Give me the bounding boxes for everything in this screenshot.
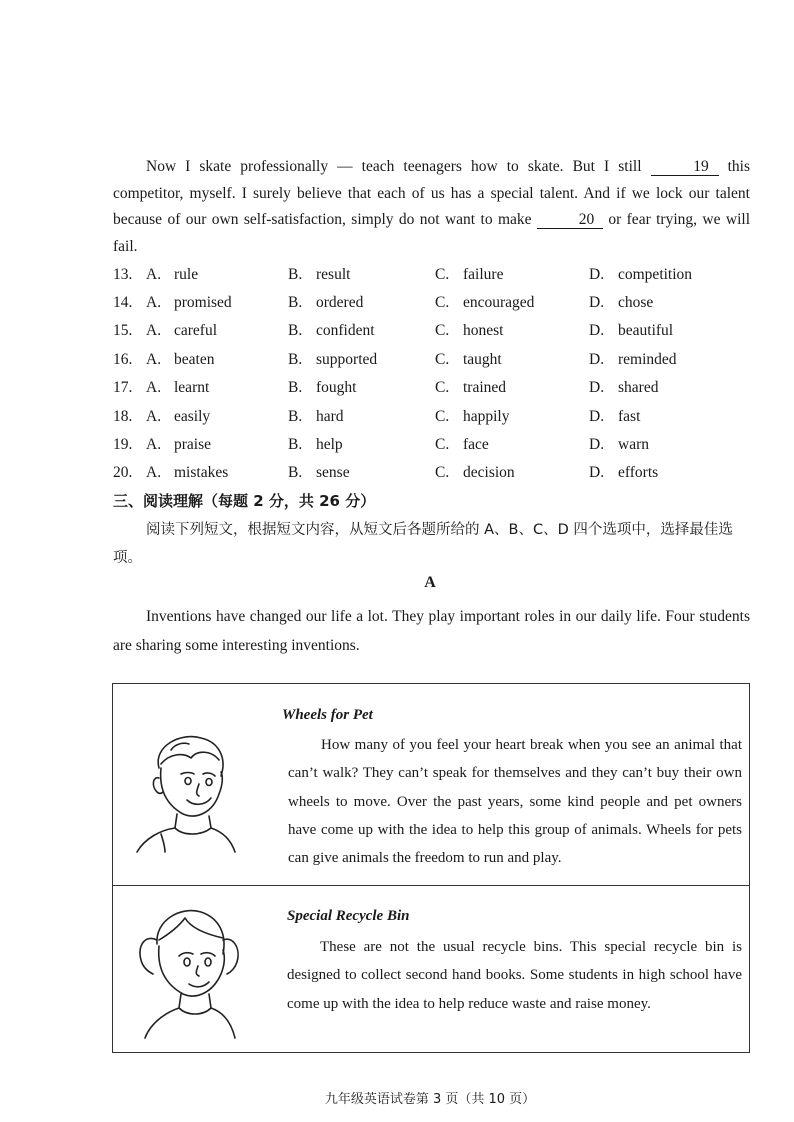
option-letter: C.	[435, 436, 450, 453]
option-letter: C.	[435, 408, 450, 425]
option-a: promised	[174, 294, 232, 311]
option-d: chose	[618, 294, 654, 311]
question-number: 20.	[113, 464, 133, 481]
option-letter: D.	[589, 266, 605, 283]
passage-label: A	[424, 574, 436, 591]
cloze-paragraph	[113, 154, 750, 260]
inventions-table	[112, 683, 750, 1053]
option-letter: A.	[146, 294, 162, 311]
option-letter: D.	[589, 436, 605, 453]
question-row	[113, 290, 753, 316]
option-letter: A.	[146, 266, 162, 283]
option-letter: A.	[146, 408, 162, 425]
question-row	[113, 347, 753, 373]
question-number: 15.	[113, 322, 133, 339]
passage-intro: Inventions have changed our life a lot. They play important roles in our daily life. Four students are sharing some interesting inventions.	[113, 608, 750, 654]
option-b: sense	[316, 464, 350, 481]
option-letter: B.	[288, 351, 303, 368]
option-a: learnt	[174, 379, 210, 396]
option-c: happily	[463, 408, 510, 425]
card-text-recycle: These are not the usual recycle bins. This special recycle bin is designed to collect second hand books. Some students in high school have come up with the idea to help reduce waste and raise money.	[287, 939, 742, 1012]
option-letter: C.	[435, 379, 450, 396]
option-letter: A.	[146, 322, 162, 339]
option-letter: B.	[288, 464, 303, 481]
question-number: 19.	[113, 436, 133, 453]
option-letter: B.	[288, 379, 303, 396]
option-letter: D.	[589, 379, 605, 396]
section-instruction: 阅读下列短文，根据短文内容，从短文后各题所给的 A、B、C、D 四个选项中，选择最佳选项。	[113, 522, 733, 566]
question-row	[113, 404, 753, 430]
option-letter: A.	[146, 436, 162, 453]
option-letter: A.	[146, 351, 162, 368]
option-c: encouraged	[463, 294, 535, 311]
question-row	[113, 375, 753, 401]
option-c: failure	[463, 266, 504, 283]
option-letter: B.	[288, 294, 303, 311]
option-letter: C.	[435, 266, 450, 283]
option-letter: A.	[146, 464, 162, 481]
option-letter: B.	[288, 436, 303, 453]
question-row	[113, 318, 753, 344]
option-letter: C.	[435, 464, 450, 481]
option-d: shared	[618, 379, 659, 396]
option-letter: D.	[589, 464, 605, 481]
option-c: honest	[463, 322, 504, 339]
card-text-wheels: How many of you feel your heart break when you see an animal that can’t walk? They can’t speak for themselves and they can’t buy their own wheels to move. Over the past years, some kind people and pet owners have come up with the idea to help this group of animals. Wheels for pets can give animals the freedom to run and play.	[288, 737, 742, 867]
option-letter: A.	[146, 379, 162, 396]
option-letter: B.	[288, 408, 303, 425]
option-b: help	[316, 436, 343, 453]
option-letter: C.	[435, 322, 450, 339]
option-a: praise	[174, 436, 212, 453]
option-letter: D.	[589, 294, 605, 311]
cloze-text-2: this competitor, myself. I surely believe that each of us has a special talent. And if we lock our talent because of our own self-satisfaction, simply do not want to make	[113, 158, 750, 228]
question-number: 17.	[113, 379, 133, 396]
option-d: warn	[618, 436, 649, 453]
question-number: 16.	[113, 351, 133, 368]
option-letter: C.	[435, 294, 450, 311]
option-b: fought	[316, 379, 357, 396]
option-d: fast	[618, 408, 641, 425]
option-d: beautiful	[618, 322, 674, 339]
option-d: competition	[618, 266, 693, 283]
question-number: 14.	[113, 294, 133, 311]
cloze-text-1: Now I skate professionally — teach teenagers how to skate. But I still	[146, 158, 642, 175]
option-a: careful	[174, 322, 218, 339]
option-a: easily	[174, 408, 211, 425]
option-c: face	[463, 436, 489, 453]
option-letter: D.	[589, 351, 605, 368]
option-a: beaten	[174, 351, 215, 368]
option-letter: D.	[589, 408, 605, 425]
section-heading: 三、阅读理解（每题 2 分，共 26 分）	[113, 492, 376, 510]
option-letter: B.	[288, 266, 303, 283]
boy-illustration	[131, 728, 241, 854]
option-b: result	[316, 266, 351, 283]
option-b: hard	[316, 408, 344, 425]
option-c: decision	[463, 464, 515, 481]
question-row	[113, 460, 753, 486]
option-d: reminded	[618, 351, 677, 368]
card-title-wheels: Wheels for Pet	[282, 707, 373, 723]
page-footer: 九年级英语试卷第 3 页（共 10 页）	[324, 1092, 536, 1107]
blank-20: 20	[537, 211, 603, 229]
cloze-text-3: or fear trying, we will fail.	[113, 211, 751, 255]
option-a: mistakes	[174, 464, 229, 481]
blank-19: 19	[651, 158, 719, 176]
option-c: trained	[463, 379, 507, 396]
option-d: efforts	[618, 464, 659, 481]
option-a: rule	[174, 266, 199, 283]
option-c: taught	[463, 351, 502, 368]
question-row	[113, 262, 753, 288]
question-number: 18.	[113, 408, 133, 425]
girl-illustration	[135, 904, 243, 1040]
option-b: supported	[316, 351, 378, 368]
option-b: ordered	[316, 294, 364, 311]
option-letter: C.	[435, 351, 450, 368]
row-divider	[113, 885, 749, 886]
card-title-recycle: Special Recycle Bin	[287, 908, 410, 924]
question-row	[113, 432, 753, 458]
option-letter: B.	[288, 322, 303, 339]
question-number: 13.	[113, 266, 133, 283]
option-b: confident	[316, 322, 375, 339]
option-letter: D.	[589, 322, 605, 339]
